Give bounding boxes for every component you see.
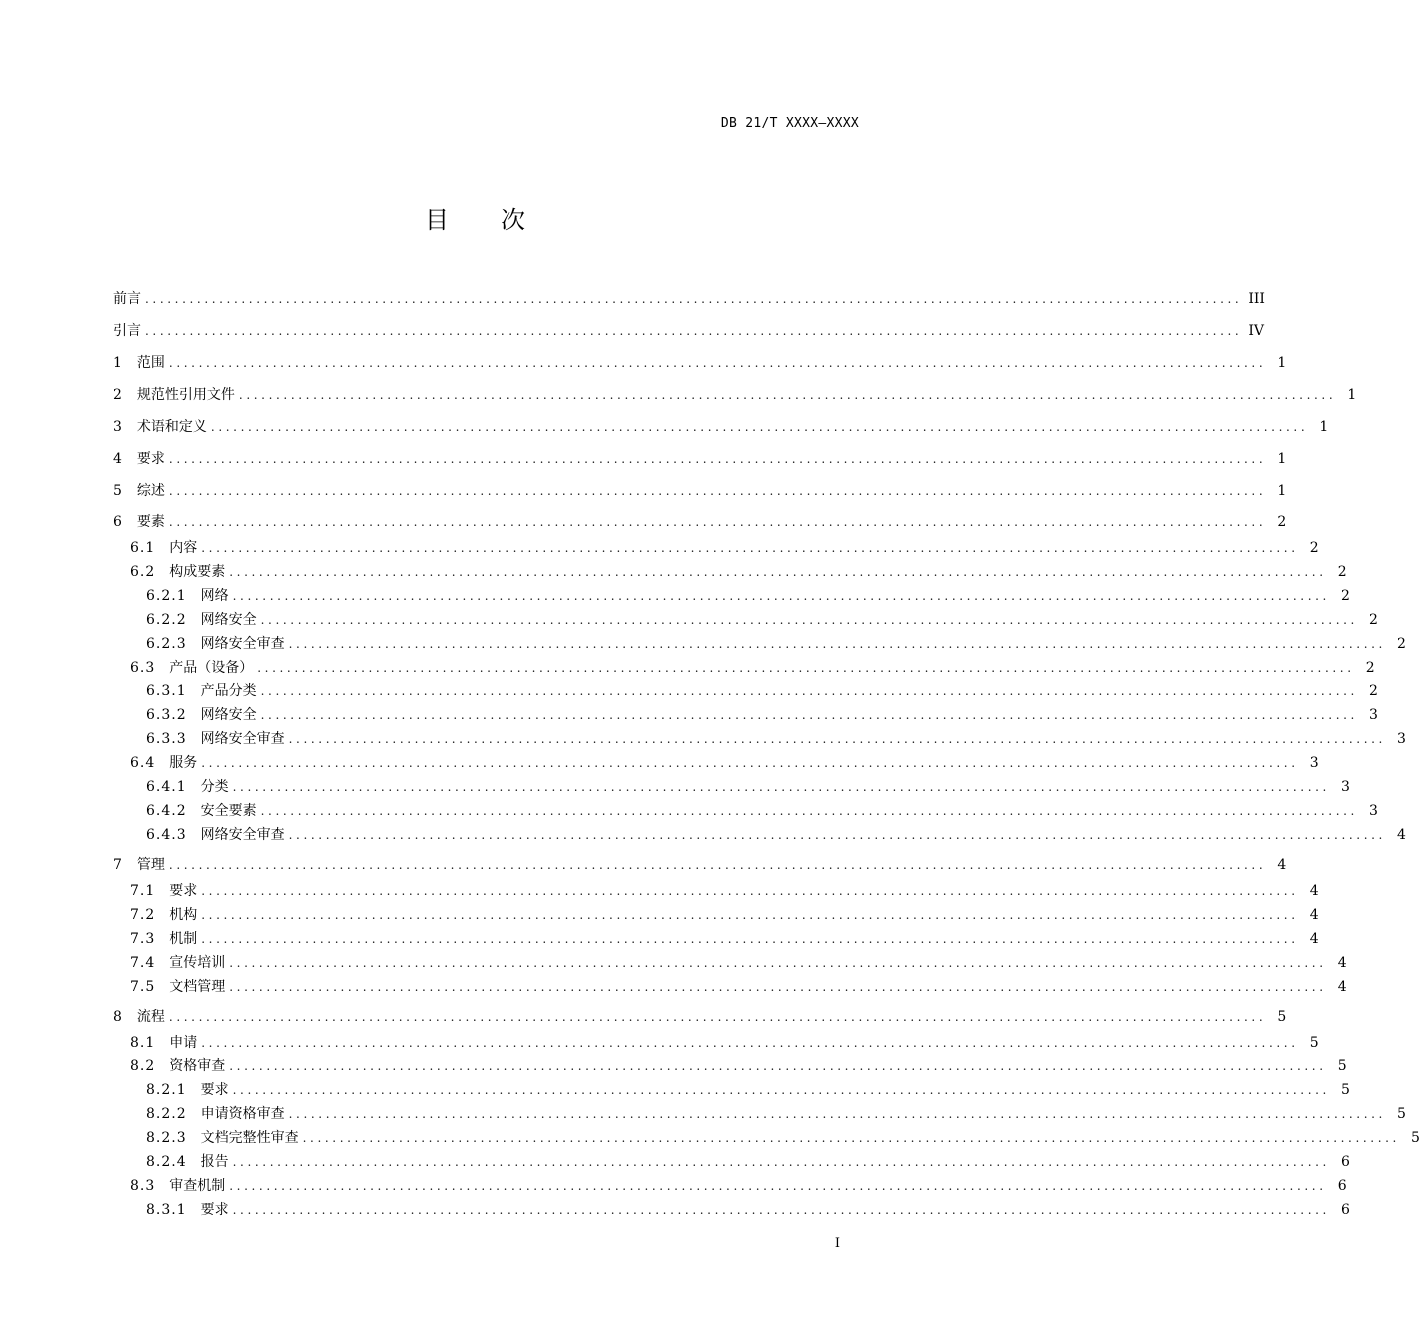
toc-entry-label: [113, 321, 145, 341]
toc-entry: [146, 1200, 1350, 1220]
toc-title-char-1: 目: [425, 206, 449, 234]
toc-entry-title: 综述: [136, 483, 165, 499]
toc-entry-page: 4: [1309, 883, 1319, 899]
toc-entry-title: 构成要素: [169, 564, 226, 580]
toc-entry-number: 8.3: [130, 1178, 156, 1194]
toc-entry-label: [130, 929, 201, 949]
toc-entry: [113, 353, 1287, 373]
toc-entry-page: 2: [1309, 540, 1319, 556]
toc-dot-leader: ....................................................................................................................................................: [288, 828, 1386, 842]
toc-entry-label: [146, 729, 289, 749]
toc-entry: [146, 705, 1378, 725]
toc-entry-number: 6.3: [130, 660, 156, 676]
toc-entry: [113, 321, 1264, 341]
toc-entry-title: 审查机制: [169, 1178, 226, 1194]
toc-entry-label: [113, 289, 145, 309]
toc-entry: [113, 449, 1287, 469]
toc-dot-leader: ....................................................................................................................................................: [168, 356, 1267, 370]
toc-entry-title: 内容: [169, 540, 198, 556]
toc-entry-page: 1: [1277, 355, 1287, 371]
toc-entry: [146, 777, 1350, 797]
toc-dot-leader: ....................................................................................................................................................: [210, 420, 1309, 434]
toc-entry-label: [130, 562, 229, 582]
toc-entry-page: 3: [1341, 779, 1350, 795]
toc-entry-label: [113, 385, 239, 405]
toc-entry-page: 2: [1365, 660, 1375, 676]
toc-dot-leader: ....................................................................................................................................................: [201, 541, 1299, 555]
toc-entry-title: 规范性引用文件: [136, 387, 235, 403]
toc-entry-title: 安全要素: [200, 803, 257, 819]
toc-entry-page: 3: [1309, 755, 1319, 771]
toc-entry-page: 3: [1369, 803, 1378, 819]
toc-entry-title: 网络安全: [200, 612, 257, 628]
toc-entry-label: [146, 634, 289, 654]
toc-entry-number: 8.1: [130, 1035, 156, 1051]
toc-entry-number: 6.2.3: [146, 636, 187, 652]
toc-entry-label: [146, 681, 261, 701]
toc-dot-leader: ....................................................................................................................................................: [232, 1203, 1330, 1217]
toc-entry: [146, 681, 1378, 701]
toc-entry: [146, 1104, 1406, 1124]
toc-entry-label: [130, 538, 201, 558]
toc-entry-label: [113, 481, 169, 501]
toc-entry-number: 8.2: [130, 1058, 156, 1074]
toc-entry-label: [113, 353, 169, 373]
toc-entry-title: 资格审查: [169, 1058, 226, 1074]
toc-dot-leader: ....................................................................................................................................................: [238, 388, 1337, 402]
toc-entry-page: 3: [1369, 707, 1378, 723]
toc-dot-leader: ....................................................................................................................................................: [229, 1179, 1327, 1193]
toc-dot-leader: ....................................................................................................................................................: [168, 515, 1267, 529]
toc-entry-title: 管理: [136, 857, 165, 873]
toc-entry-label: [113, 512, 169, 532]
toc-entry-number: 6.2: [130, 564, 156, 580]
toc-dot-leader: ....................................................................................................................................................: [260, 804, 1358, 818]
toc-entry-page: 1: [1277, 451, 1287, 467]
toc-entry-number: 8.2.2: [146, 1106, 187, 1122]
toc-dot-leader: ....................................................................................................................................................: [257, 661, 1355, 675]
toc-entry-number: 6.1: [130, 540, 156, 556]
toc-entry-label: [113, 449, 169, 469]
toc-entry-page: 3: [1397, 731, 1406, 747]
toc-entry-number: 8.2.3: [146, 1130, 187, 1146]
toc-entry-title: 分类: [200, 779, 229, 795]
toc-entry: [113, 385, 1357, 405]
toc-entry-title: 前言: [113, 291, 141, 307]
toc-entry: [130, 977, 1347, 997]
toc-entry: [146, 729, 1406, 749]
toc-entry-title: 要素: [136, 514, 165, 530]
toc-entry-page: 2: [1369, 612, 1378, 628]
toc-dot-leader: ....................................................................................................................................................: [201, 908, 1299, 922]
toc-entry: [113, 417, 1329, 437]
toc-entry-label: [130, 658, 257, 678]
toc-dot-leader: ....................................................................................................................................................: [288, 732, 1386, 746]
toc-entry-label: [146, 586, 233, 606]
toc-entry-number: 8.2.4: [146, 1154, 187, 1170]
toc-entry: [146, 801, 1378, 821]
toc-entry-number: 6: [113, 514, 123, 530]
toc-dot-leader: ....................................................................................................................................................: [201, 1036, 1299, 1050]
toc-entry-label: [113, 1007, 169, 1027]
toc-entry-title: 引言: [113, 323, 141, 339]
toc-entry-title: 要求: [200, 1082, 229, 1098]
toc-entry: [130, 1056, 1347, 1076]
toc-dot-leader: ....................................................................................................................................................: [260, 613, 1358, 627]
toc-entry: [146, 1080, 1350, 1100]
toc-entry-title: 产品分类: [200, 683, 257, 699]
toc-dot-leader: ....................................................................................................................................................: [145, 324, 1243, 338]
toc-entry-label: [130, 905, 201, 925]
toc-entry-number: 6.4: [130, 755, 156, 771]
toc-entry-number: 6.2.2: [146, 612, 187, 628]
toc-entry-title: 网络: [200, 588, 229, 604]
toc-entry-title: 流程: [136, 1009, 165, 1025]
toc-entry-page: 5: [1337, 1058, 1347, 1074]
page-number: I: [834, 1236, 840, 1251]
toc-entry-page: 4: [1309, 907, 1319, 923]
toc-entry: [130, 562, 1347, 582]
toc-entry-number: 6.4.3: [146, 827, 187, 843]
toc-entry-label: [113, 855, 169, 875]
toc-entry-page: 4: [1277, 857, 1287, 873]
toc-entry-label: [146, 1104, 289, 1124]
toc-dot-leader: ....................................................................................................................................................: [145, 292, 1243, 306]
toc-entry-page: 2: [1397, 636, 1406, 652]
document-code: DB 21/T XXXX—XXXX: [720, 116, 859, 131]
toc-entry: [130, 538, 1319, 558]
toc-entry-title: 要求: [200, 1202, 229, 1218]
toc-entry-number: 7.4: [130, 955, 156, 971]
toc-entry-title: 报告: [200, 1154, 229, 1170]
toc-dot-leader: ....................................................................................................................................................: [288, 637, 1386, 651]
toc-entry-page: 4: [1337, 955, 1347, 971]
toc-entry-page: IV: [1248, 323, 1264, 339]
toc-entry: [113, 289, 1265, 309]
toc-dot-leader: ....................................................................................................................................................: [201, 932, 1299, 946]
toc-entry-label: [146, 801, 261, 821]
toc-entry-label: [130, 953, 229, 973]
toc-entry-label: [146, 1128, 303, 1148]
toc-title-char-2: 次: [501, 206, 525, 234]
toc-entry: [146, 634, 1406, 654]
toc-dot-leader: ....................................................................................................................................................: [232, 1155, 1330, 1169]
toc-entry-title: 要求: [169, 883, 198, 899]
toc-entry-number: 6.4.2: [146, 803, 187, 819]
toc-dot-leader: ....................................................................................................................................................: [302, 1131, 1400, 1145]
toc-dot-leader: ....................................................................................................................................................: [201, 884, 1299, 898]
toc-entry-label: [146, 1152, 233, 1172]
toc-entry-title: 要求: [136, 451, 165, 467]
toc-entry-page: 4: [1337, 979, 1347, 995]
toc-entry-page: 1: [1347, 387, 1357, 403]
toc-entry-title: 术语和定义: [136, 419, 207, 435]
toc-entry-label: [130, 977, 229, 997]
toc-entry-label: [130, 881, 201, 901]
toc-entry-title: 机制: [169, 931, 198, 947]
toc-entry-page: 6: [1341, 1202, 1350, 1218]
toc-entry-page: 5: [1341, 1082, 1350, 1098]
toc-dot-leader: ....................................................................................................................................................: [168, 1010, 1267, 1024]
toc-dot-leader: ....................................................................................................................................................: [229, 565, 1327, 579]
toc-entry-title: 机构: [169, 907, 198, 923]
toc-entry: [130, 1176, 1347, 1196]
toc-entry-page: 2: [1337, 564, 1347, 580]
toc-entry-page: 4: [1397, 827, 1406, 843]
toc-entry-page: 2: [1369, 683, 1378, 699]
toc-title: [0, 200, 950, 235]
toc-entry-number: 8.3.1: [146, 1202, 187, 1218]
toc-dot-leader: ....................................................................................................................................................: [201, 756, 1299, 770]
toc-entry-title: 文档完整性审查: [200, 1130, 299, 1146]
toc-entry-label: [113, 417, 211, 437]
toc-entry-number: 3: [113, 419, 123, 435]
toc-entry-title: 申请: [169, 1035, 198, 1051]
toc-entry-number: 6.3.2: [146, 707, 187, 723]
toc-dot-leader: ....................................................................................................................................................: [229, 956, 1327, 970]
toc-entry-page: 6: [1337, 1178, 1347, 1194]
toc-entry-title: 服务: [169, 755, 198, 771]
toc-entry-page: 5: [1411, 1130, 1420, 1146]
toc-dot-leader: ....................................................................................................................................................: [168, 484, 1267, 498]
toc-entry-title: 范围: [136, 355, 165, 371]
toc-entry-page: 5: [1277, 1009, 1287, 1025]
toc-entry-page: 1: [1319, 419, 1329, 435]
toc-entry-number: 6.3.1: [146, 683, 187, 699]
toc-entry-number: 4: [113, 451, 123, 467]
toc-entry-label: [146, 1080, 233, 1100]
toc-entry-number: 7.5: [130, 979, 156, 995]
toc-entry-number: 5: [113, 483, 123, 499]
toc-entry: [146, 610, 1378, 630]
toc-entry-title: 网络安全审查: [200, 636, 285, 652]
toc-entry-number: 7: [113, 857, 123, 873]
toc-entry-page: 2: [1277, 514, 1287, 530]
toc-entry-title: 产品（设备）: [169, 660, 254, 676]
toc-entry-label: [146, 610, 261, 630]
toc-entry: [130, 658, 1375, 678]
toc-entry: [146, 586, 1350, 606]
toc-entry-title: 宣传培训: [169, 955, 226, 971]
toc-entry-page: 5: [1309, 1035, 1319, 1051]
toc-entry-number: 8.2.1: [146, 1082, 187, 1098]
toc-dot-leader: ....................................................................................................................................................: [229, 980, 1327, 994]
toc-entry: [113, 855, 1287, 875]
toc-dot-leader: ....................................................................................................................................................: [260, 708, 1358, 722]
toc-entry-title: 网络安全审查: [200, 827, 285, 843]
toc-entry-page: 1: [1277, 483, 1287, 499]
toc-entry: [130, 881, 1319, 901]
toc-dot-leader: ....................................................................................................................................................: [229, 1059, 1327, 1073]
toc-entry-page: III: [1248, 291, 1265, 307]
toc-dot-leader: ....................................................................................................................................................: [168, 452, 1267, 466]
toc-entry: [113, 1007, 1287, 1027]
toc-entry-page: 4: [1309, 931, 1319, 947]
toc-entry-number: 7.1: [130, 883, 156, 899]
toc-entry-page: 2: [1341, 588, 1350, 604]
toc-entry-label: [146, 705, 261, 725]
toc-entry: [130, 753, 1319, 773]
toc-entry-number: 1: [113, 355, 123, 371]
toc-entry-label: [146, 1200, 233, 1220]
toc-entry-number: 7.2: [130, 907, 156, 923]
toc-entry: [130, 929, 1319, 949]
toc-entry-number: 7.3: [130, 931, 156, 947]
toc-entry: [146, 1128, 1420, 1148]
toc-entry: [130, 905, 1319, 925]
toc-entry-label: [130, 1033, 201, 1053]
toc-entry-label: [130, 1176, 229, 1196]
toc-dot-leader: ....................................................................................................................................................: [168, 858, 1267, 872]
toc-dot-leader: ....................................................................................................................................................: [232, 589, 1330, 603]
toc-entry-number: 6.3.3: [146, 731, 187, 747]
toc-entry-title: 文档管理: [169, 979, 226, 995]
toc-dot-leader: ....................................................................................................................................................: [232, 1083, 1330, 1097]
toc-entry-page: 6: [1341, 1154, 1350, 1170]
toc-entry-label: [146, 825, 289, 845]
toc-entry: [146, 825, 1406, 845]
toc-dot-leader: ....................................................................................................................................................: [288, 1107, 1386, 1121]
toc-entry-number: 2: [113, 387, 123, 403]
toc-entry-label: [130, 1056, 229, 1076]
toc-entry-page: 5: [1397, 1106, 1406, 1122]
toc-dot-leader: ....................................................................................................................................................: [260, 684, 1358, 698]
toc-entry: [113, 512, 1287, 532]
toc-dot-leader: ....................................................................................................................................................: [232, 780, 1330, 794]
toc-entry-number: 6.2.1: [146, 588, 187, 604]
toc-entry-label: [130, 753, 201, 773]
toc-entry-number: 8: [113, 1009, 123, 1025]
toc-entry: [130, 953, 1347, 973]
toc-entry: [113, 481, 1287, 501]
toc-entry-title: 申请资格审查: [200, 1106, 285, 1122]
toc-entry-title: 网络安全审查: [200, 731, 285, 747]
toc-entry: [130, 1033, 1319, 1053]
toc-entry-number: 6.4.1: [146, 779, 187, 795]
toc-entry-title: 网络安全: [200, 707, 257, 723]
toc-entry: [146, 1152, 1350, 1172]
toc-entry-label: [146, 777, 233, 797]
